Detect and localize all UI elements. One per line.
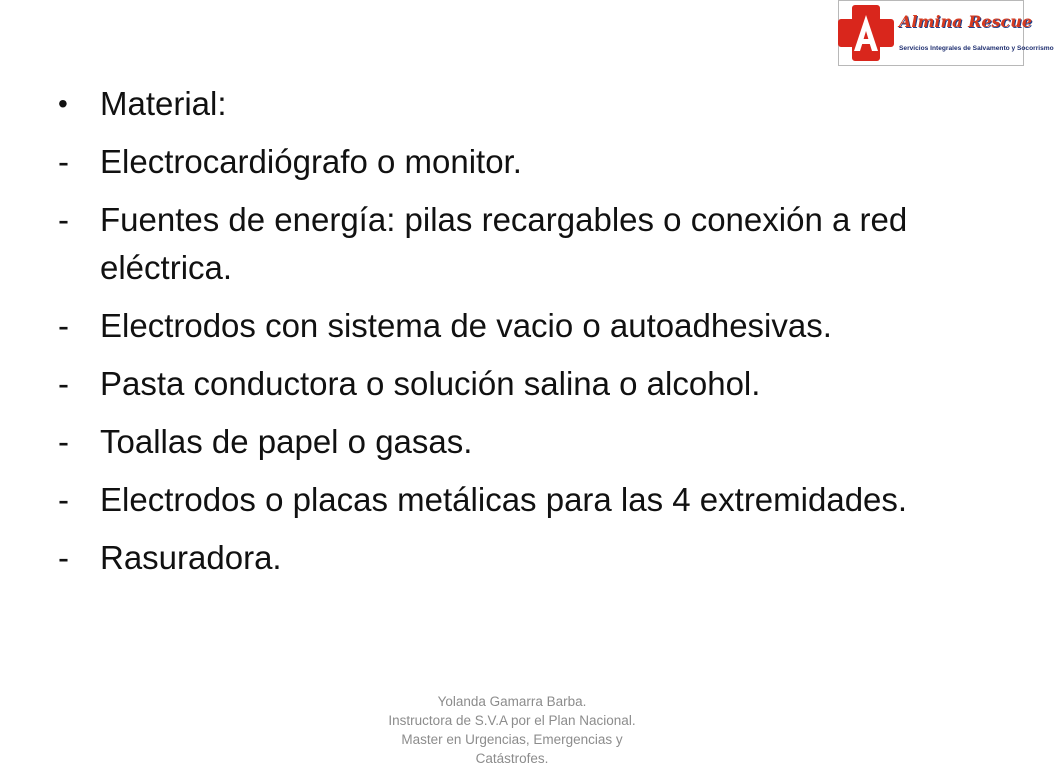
dash-marker: - <box>58 539 69 576</box>
logo-name: Almina Rescue <box>899 12 1033 31</box>
list-item <box>58 418 978 466</box>
credit-name: Yolanda Gamarra Barba. <box>437 694 587 709</box>
credit-degree-cont: Catástrofes. <box>475 751 549 766</box>
material-list <box>58 80 978 592</box>
brand-logo <box>838 0 1054 66</box>
credit-degree: Master en Urgencias, Emergencias y <box>401 732 623 747</box>
list-item-text: Electrocardiógrafo o monitor. <box>100 143 522 180</box>
list-item <box>58 196 978 292</box>
list-item <box>58 360 978 408</box>
dash-marker: - <box>58 143 69 180</box>
dash-marker: - <box>58 365 69 402</box>
dash-marker: - <box>58 201 69 238</box>
list-item-text: Fuentes de energía: pilas recargables o conexión a red eléctrica. <box>100 201 908 286</box>
list-item-text: Toallas de papel o gasas. <box>100 423 473 460</box>
dash-marker: - <box>58 307 69 344</box>
list-item <box>58 476 978 524</box>
list-title-row <box>58 80 978 128</box>
dash-marker: - <box>58 481 69 518</box>
author-credit <box>360 692 664 768</box>
dash-marker: - <box>58 423 69 460</box>
list-title: Material: <box>100 85 227 122</box>
list-item-text: Rasuradora. <box>100 539 282 576</box>
bullet-marker: • <box>58 88 68 119</box>
list-item-text: Electrodos con sistema de vacio o autoadhesivas. <box>100 307 832 344</box>
logo-tagline: Servicios Integrales de Salvamento y Socorrismo <box>899 45 1054 52</box>
list-item <box>58 138 978 186</box>
red-cross-a-icon <box>839 1 1025 67</box>
credit-role: Instructora de S.V.A por el Plan Nacional. <box>388 713 636 728</box>
list-item-text: Electrodos o placas metálicas para las 4 extremidades. <box>100 481 908 518</box>
list-item-text: Pasta conductora o solución salina o alcohol. <box>100 365 761 402</box>
list-item <box>58 534 978 582</box>
list-item <box>58 302 978 350</box>
